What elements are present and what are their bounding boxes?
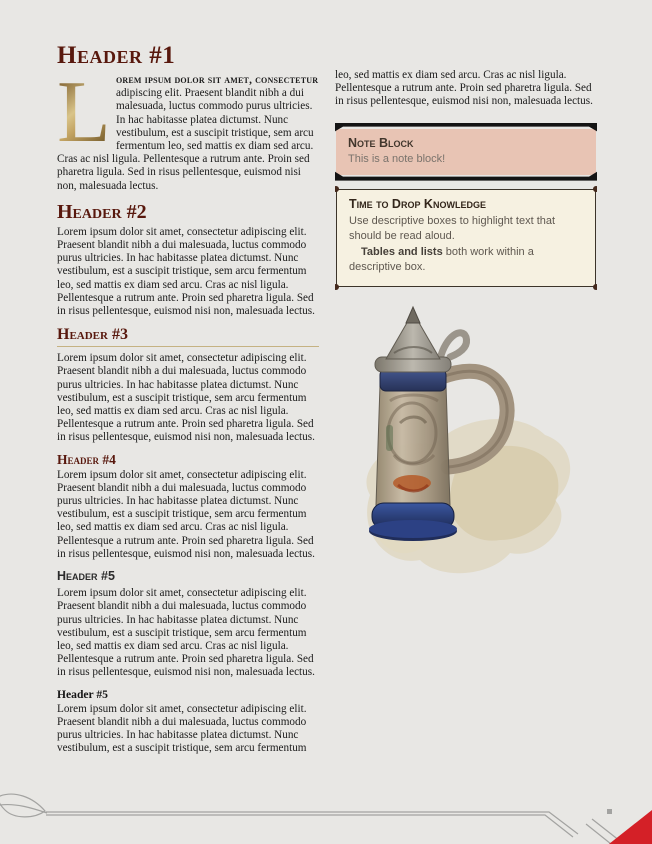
lead-in-text: orem ipsum dolor sit amet, consectetur — [116, 74, 319, 86]
descriptive-box-title: Time to Drop Knowledge — [349, 196, 486, 211]
drop-cap: L — [57, 64, 111, 161]
beer-stein-illustration — [350, 305, 582, 593]
descriptive-rest-text: both work within a descriptive box. — [349, 245, 534, 274]
section-header-5-sans: Header #5 — [57, 569, 115, 584]
descriptive-box-paragraph: Use descriptive boxes to highlight text that should be read aloud. — [349, 214, 556, 243]
right-column — [335, 42, 597, 808]
footer-square-dot-icon — [607, 809, 612, 814]
page-title: Header #1 — [57, 42, 176, 69]
note-block — [336, 129, 596, 175]
red-corner-wedge-icon — [609, 810, 652, 844]
section-header-4: Header #4 — [57, 451, 116, 467]
footer-ornament — [0, 788, 652, 844]
section-paragraph: Lorem ipsum dolor sit amet, consectetur adipiscing elit. Praesent blandit nibh a dui malesuada, luctus commodo purus ultricies. In hac habitasse platea dictumst. Nunc vestibulum, est a suscipit tristique, sem arcu fermentum leo, sed mattis ex diam sed arcu. Cras ac nisl ligula. Pellentesque a rutrum ante. Proin sed pharetra ligula. Sed in risus pellentesque, euismod nisi non, malesuada lectus. — [57, 352, 315, 444]
section-paragraph: Lorem ipsum dolor sit amet, consectetur adipiscing elit. Praesent blandit nibh a dui malesuada, luctus commodo purus ultricies. In hac habitasse platea dictumst. Nunc vestibulum, est a suscipit tristique, sem arcu fermentum leo, sed mattis ex diam sed arcu. Cras ac nisl ligula. Pellentesque a rutrum ante. Proin sed pharetra ligula. Sed in risus pellentesque, euismod nisi non, malesuada lectus. — [57, 587, 315, 679]
left-column — [57, 42, 319, 808]
section-header-5-bold: Header #5 — [57, 687, 108, 701]
corner-dot-icon — [593, 186, 597, 192]
corner-dot-icon — [593, 284, 597, 290]
section-paragraph: Lorem ipsum dolor sit amet, consectetur adipiscing elit. Praesent blandit nibh a dui malesuada, luctus commodo purus ultricies. In hac habitasse platea dictumst. Nunc vestibulum, est a suscipit tristique, sem arcu fermentum leo, sed mattis ex diam sed arcu. Cras ac nisl ligula. Pellentesque a rutrum ante. Proin sed pharetra ligula. Sed in risus pellentesque, euismod nisi non, malesuada lectus. — [57, 225, 315, 318]
section-header-3: Header #3 — [57, 326, 319, 347]
note-block-body: This is a note block! — [348, 152, 446, 165]
note-block-title: Note Block — [348, 135, 414, 150]
intro-body-text: adipiscing elit. Praesent blandit nibh a dui malesuada, luctus commodo purus ultricies. In hac habitasse platea dictumst. Nunc vestibulum, est a suscipit tristique, sem arcu fermentum leo, sed mattis ex diam sed arcu. Cras ac nisl ligula. Pellentesque a rutrum ante. Proin sed pharetra ligula. Sed in risus pellentesque, euismod nisi non, malesuada lectus. — [57, 87, 314, 192]
descriptive-box-paragraph — [349, 245, 583, 276]
beer-stein-figure — [335, 305, 597, 598]
descriptive-box — [336, 189, 596, 287]
corner-dot-icon — [335, 284, 339, 290]
section-paragraph-truncated: Lorem ipsum dolor sit amet, consectetur adipiscing elit. Praesent blandit nibh a dui malesuada, luctus commodo purus ultricies. In hac habitasse platea dictumst. Nunc vestibulum, est a suscipit tristique, sem arcu fermentum — [57, 702, 307, 755]
section-header-2: Header #2 — [57, 200, 147, 223]
corner-dot-icon — [335, 186, 339, 192]
section-paragraph: Lorem ipsum dolor sit amet, consectetur adipiscing elit. Praesent blandit nibh a dui malesuada, luctus commodo purus ultricies. In hac habitasse platea dictumst. Nunc vestibulum, est a suscipit tristique, sem arcu fermentum leo, sed mattis ex diam sed arcu. Cras ac nisl ligula. Pellentesque a rutrum ante. Proin sed pharetra ligula. Sed in risus pellentesque, euismod nisi non, malesuada lectus. — [57, 468, 315, 560]
intro-paragraph — [57, 64, 319, 193]
continuation-paragraph: leo, sed mattis ex diam sed arcu. Cras ac nisl ligula. Pellentesque a rutrum ante. Proin sed pharetra ligula. Sed in risus pellentesque, euismod nisi non, malesuada lectus. — [335, 69, 593, 108]
descriptive-bold-text: Tables and lists — [361, 245, 443, 258]
